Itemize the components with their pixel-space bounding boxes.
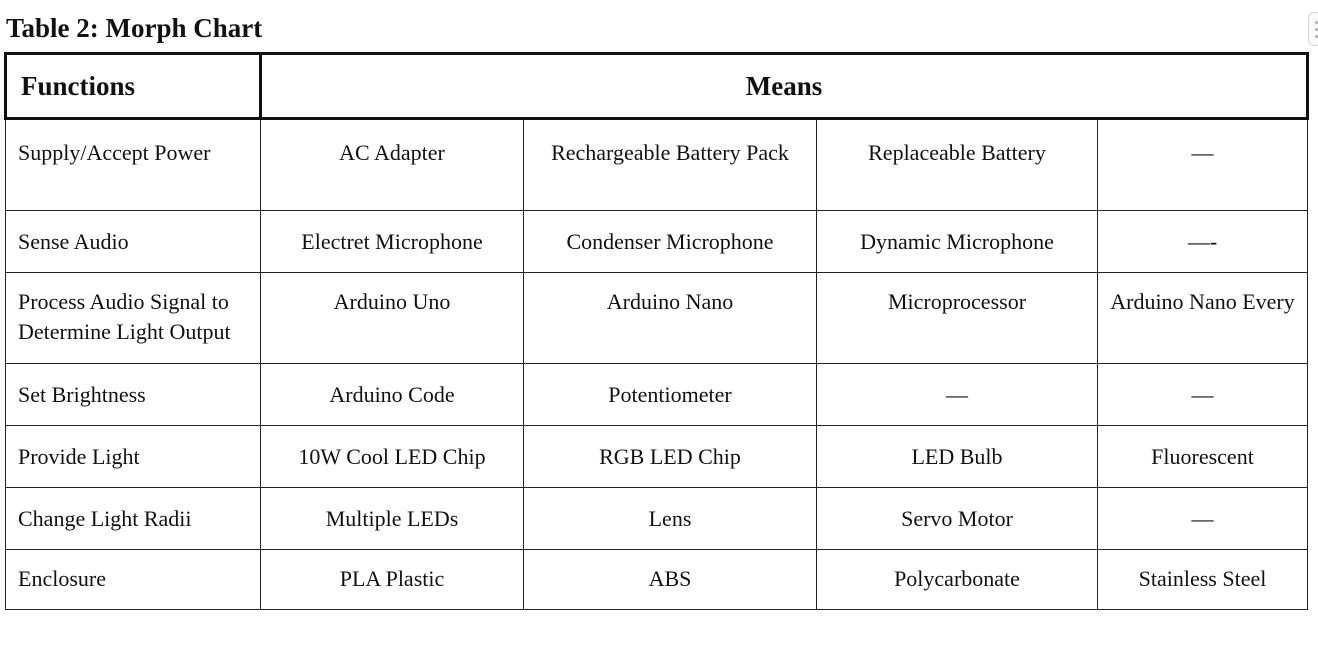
means-cell: Condenser Microphone — [524, 211, 817, 273]
means-cell: RGB LED Chip — [524, 426, 817, 488]
table-caption: Table 2: Morph Chart — [6, 13, 263, 43]
table-row — [6, 426, 1308, 488]
means-cell: ABS — [524, 550, 817, 610]
table-row — [6, 273, 1308, 364]
function-cell: Change Light Radii — [6, 488, 261, 550]
means-cell: 10W Cool LED Chip — [261, 426, 524, 488]
means-cell: — — [1098, 488, 1308, 550]
header-means: Means — [261, 54, 1308, 119]
header-functions: Functions — [6, 54, 261, 119]
means-cell: Arduino Nano — [524, 273, 817, 364]
function-cell: Set Brightness — [6, 364, 261, 426]
means-cell: Arduino Uno — [261, 273, 524, 364]
means-cell: — — [1098, 119, 1308, 211]
means-cell: Replaceable Battery — [817, 119, 1098, 211]
function-cell: Enclosure — [6, 550, 261, 610]
means-cell: Arduino Code — [261, 364, 524, 426]
more-vertical-icon[interactable] — [1308, 12, 1318, 46]
means-cell: —- — [1098, 211, 1308, 273]
table-row — [6, 488, 1308, 550]
means-cell: Fluorescent — [1098, 426, 1308, 488]
means-cell: Arduino Nano Every — [1098, 273, 1308, 364]
means-cell: Polycarbonate — [817, 550, 1098, 610]
means-cell: Electret Microphone — [261, 211, 524, 273]
means-cell: Potentiometer — [524, 364, 817, 426]
means-cell: PLA Plastic — [261, 550, 524, 610]
means-cell: AC Adapter — [261, 119, 524, 211]
means-cell: — — [1098, 364, 1308, 426]
means-cell: LED Bulb — [817, 426, 1098, 488]
means-cell: Rechargeable Battery Pack — [524, 119, 817, 211]
table-header-row — [6, 54, 1308, 119]
table-row — [6, 211, 1308, 273]
function-cell: Provide Light — [6, 426, 261, 488]
table-row — [6, 119, 1308, 211]
function-cell: Supply/Accept Power — [6, 119, 261, 211]
table-row — [6, 364, 1308, 426]
means-cell: — — [817, 364, 1098, 426]
means-cell: Stainless Steel — [1098, 550, 1308, 610]
function-cell: Process Audio Signal to Determine Light Output — [6, 273, 261, 364]
means-cell: Microprocessor — [817, 273, 1098, 364]
means-cell: Servo Motor — [817, 488, 1098, 550]
means-cell: Multiple LEDs — [261, 488, 524, 550]
morph-chart-table — [4, 52, 1306, 610]
function-cell: Sense Audio — [6, 211, 261, 273]
means-cell: Dynamic Microphone — [817, 211, 1098, 273]
table-row — [6, 550, 1308, 610]
means-cell: Lens — [524, 488, 817, 550]
